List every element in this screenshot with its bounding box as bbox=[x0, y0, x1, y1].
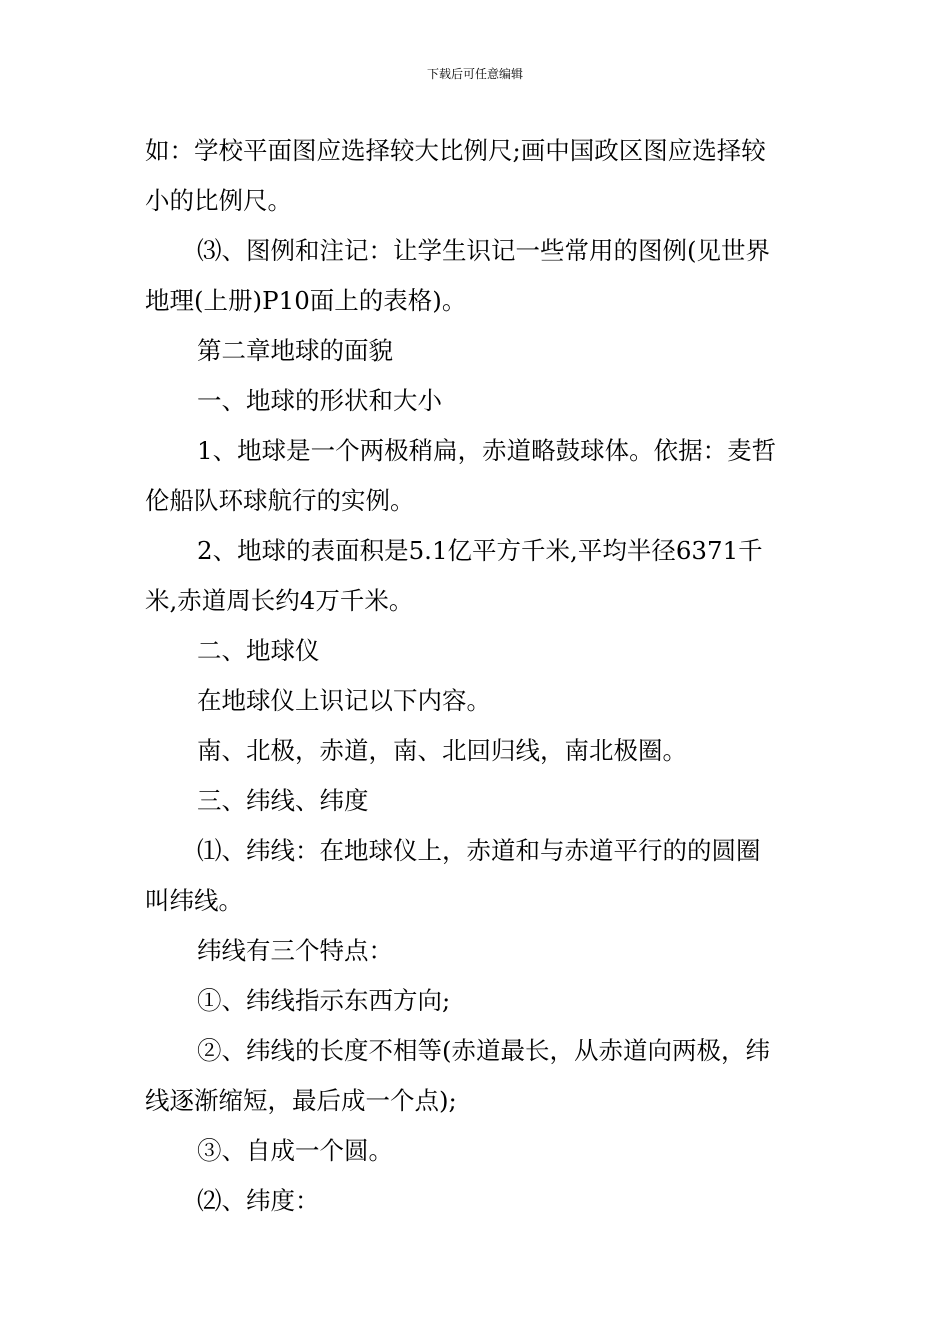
chapter-heading: 第二章地球的面貌 bbox=[197, 336, 393, 365]
text-line-4: 地理(上册)P10面上的表格)。 bbox=[145, 286, 467, 315]
text-line-17: 纬线有三个特点： bbox=[197, 936, 393, 965]
document-body bbox=[145, 126, 807, 1226]
text-line-20: 线逐渐缩短，最后成一个点); bbox=[145, 1086, 457, 1115]
text-line-13: 南、北极，赤道，南、北回归线，南北极圈。 bbox=[197, 736, 687, 765]
text-line-3: ⑶、图例和注记：让学生识记一些常用的图例(见世界 bbox=[197, 236, 771, 265]
text-line-10: 米,赤道周长约4万千米。 bbox=[145, 586, 414, 615]
text-line-1: 如：学校平面图应选择较大比例尺;画中国政区图应选择较 bbox=[145, 136, 766, 165]
text-line-18: ①、纬线指示东西方向; bbox=[197, 986, 451, 1015]
page-header: 下载后可任意编辑 bbox=[426, 67, 523, 81]
text-line-22: ⑵、纬度： bbox=[197, 1186, 320, 1215]
section-heading-1: 一、地球的形状和大小 bbox=[197, 386, 442, 415]
text-line-15: ⑴、纬线：在地球仪上，赤道和与赤道平行的的圆圈 bbox=[197, 836, 761, 865]
text-line-2: 小的比例尺。 bbox=[145, 186, 292, 215]
text-line-19: ②、纬线的长度不相等(赤道最长，从赤道向两极，纬 bbox=[197, 1036, 771, 1065]
text-line-9: 2、地球的表面积是5.1亿平方千米,平均半径6371千 bbox=[197, 536, 763, 565]
text-line-12: 在地球仪上识记以下内容。 bbox=[197, 686, 491, 715]
section-heading-2: 二、地球仪 bbox=[197, 636, 320, 665]
text-line-7: 1、地球是一个两极稍扁，赤道略鼓球体。依据：麦哲 bbox=[197, 436, 777, 465]
text-line-21: ③、自成一个圆。 bbox=[197, 1136, 393, 1165]
text-line-16: 叫纬线。 bbox=[145, 886, 243, 915]
section-heading-3: 三、纬线、纬度 bbox=[197, 786, 369, 815]
text-line-8: 伦船队环球航行的实例。 bbox=[145, 486, 415, 515]
